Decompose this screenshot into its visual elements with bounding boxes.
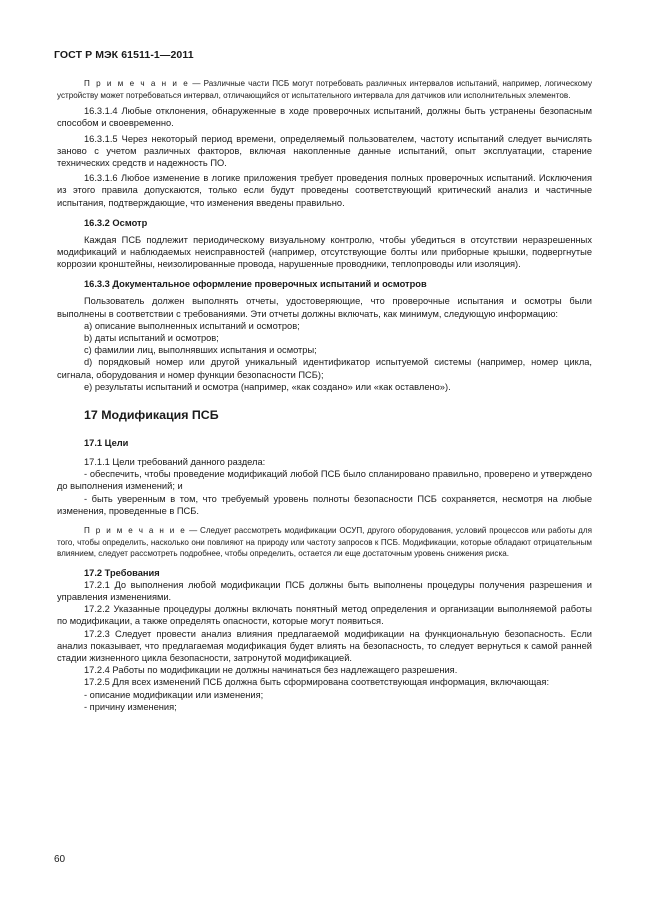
paragraph-17-1-1: 17.1.1 Цели требований данного раздела:: [84, 457, 266, 468]
list-item-a: a) описание выполненных испытаний и осмотров;: [84, 320, 300, 331]
heading-17: 17 Модификация ПСБ: [84, 408, 219, 423]
page-content: [57, 78, 592, 713]
heading-16-3-2: 16.3.2 Осмотр: [84, 217, 148, 228]
list-item-b: b) даты испытаний и осмотров;: [84, 333, 219, 344]
note-label: П р и м е ч а н и е: [84, 526, 187, 536]
paragraph-17-1-1-a: - обеспечить, чтобы проведение модификаций любой ПСБ было спланировано правильно, проверено и утверждено до выполнения изменений; и: [57, 469, 592, 492]
paragraph-17-2-5-b: - причину изменения;: [84, 701, 177, 712]
list-item-d: d) порядковый номер или другой уникальный идентификатор испытуемой системы (например, номер цикла, сигнала, оборудования и номер функции безопасности ПСБ);: [57, 357, 592, 380]
paragraph-16-3-1-6: 16.3.1.6 Любое изменение в логике приложения требует проведения полных проверочных испытаний. Исключения из этого правила допускаются, только если будут проведены соответствующий критический анализ и частичные испытания, подтверждающие, что изменения введены правильно.: [57, 173, 592, 208]
list-item-c: c) фамилии лиц, выполнявших испытания и осмотры;: [84, 345, 317, 356]
paragraph-17-2-1: 17.2.1 До выполнения любой модификации ПСБ должны быть выполнены процедуры получения разрешения и управления изменениями.: [57, 579, 592, 603]
heading-17-2: 17.2 Требования: [84, 567, 160, 578]
page-number: 60: [54, 854, 66, 865]
paragraph-17-1-1-b: - быть уверенным в том, что требуемый уровень полноты безопасности ПСБ сохраняется, несмотря на любые изменения, проведенные в ПСБ.: [57, 493, 592, 516]
note-paragraph: [57, 525, 592, 560]
paragraph-17-2-5-a: - описание модификации или изменения;: [84, 689, 264, 700]
paragraph-17-2-3: 17.2.3 Следует провести анализ влияния предлагаемой модификации на функциональную безопасность. Если анализ показывает, что предлагаемая модификация будет влиять на безопасность, то следует вернуться к самой ранней стадии жизненного цикла безопасности, затронутой модификацией.: [57, 628, 592, 664]
note-text: — Следует рассмотреть модификации ОСУП, другого оборудования, условий процессов или работы для того, чтобы определить, насколько они повлияют на природу или частоту запросов к ПСБ. Модификации, которые обладают отрицательным влиянием, следует рассмотреть подробнее, чтобы определить, остается ли еще достаточным уровень снижения риска.: [57, 526, 592, 559]
paragraph-16-3-3: Пользователь должен выполнять отчеты, удостоверяющие, что проверочные испытания и осмотры были выполнены в соответствии с требованиями. Эти отчеты должны включать, как минимум, следующую информацию:: [57, 296, 592, 319]
heading-16-3-3: 16.3.3 Документальное оформление проверочных испытаний и осмотров: [84, 279, 427, 290]
paragraph-17-2-2: 17.2.2 Указанные процедуры должны включать понятный метод определения и организации выполняемой работы по модификации, а также определять опасности, которые могут появиться.: [57, 604, 592, 627]
note-label: П р и м е ч а н и е: [84, 79, 190, 88]
note-text: — Различные части ПСБ могут потребовать различных интервалов испытаний, например, логическому устройству может потребоваться интервал, отличающийся от испытательного интервала для датчиков или исполнительных элементов.: [57, 79, 592, 100]
paragraph-17-2-5: 17.2.5 Для всех изменений ПСБ должна быть сформирована соответствующая информация, включающая:: [84, 677, 550, 688]
paragraph-16-3-1-5: 16.3.1.5 Через некоторый период времени, определяемый пользователем, частоту испытаний следует вычислять заново с учетом различных факторов, включая накопленные данные испытаний, опыт эксплуатации, старение технических средств и надежность ПО.: [57, 133, 592, 168]
document-header: ГОСТ Р МЭК 61511-1—2011: [54, 49, 194, 61]
list-item-e: e) результаты испытаний и осмотра (например, «как создано» или «как оставлено»).: [84, 381, 451, 392]
note-paragraph: [57, 78, 592, 101]
paragraph-16-3-2: Каждая ПСБ подлежит периодическому визуальному контролю, чтобы убедиться в отсутствии неразрешенных модификаций и наблюдаемых неисправностей (например, отсутствующие болты или приборные крышки, подвергнутые коррозии кронштейны, неизолированные провода, нарушенные проводники, теплопроводы или изоляция).: [57, 234, 592, 270]
paragraph-16-3-1-4: 16.3.1.4 Любые отклонения, обнаруженные в ходе проверочных испытаний, должны быть устранены безопасным способом и своевременно.: [57, 106, 592, 129]
paragraph-17-2-4: 17.2.4 Работы по модификации не должны начинаться без надлежащего разрешения.: [84, 665, 458, 676]
heading-17-1: 17.1 Цели: [84, 438, 129, 449]
